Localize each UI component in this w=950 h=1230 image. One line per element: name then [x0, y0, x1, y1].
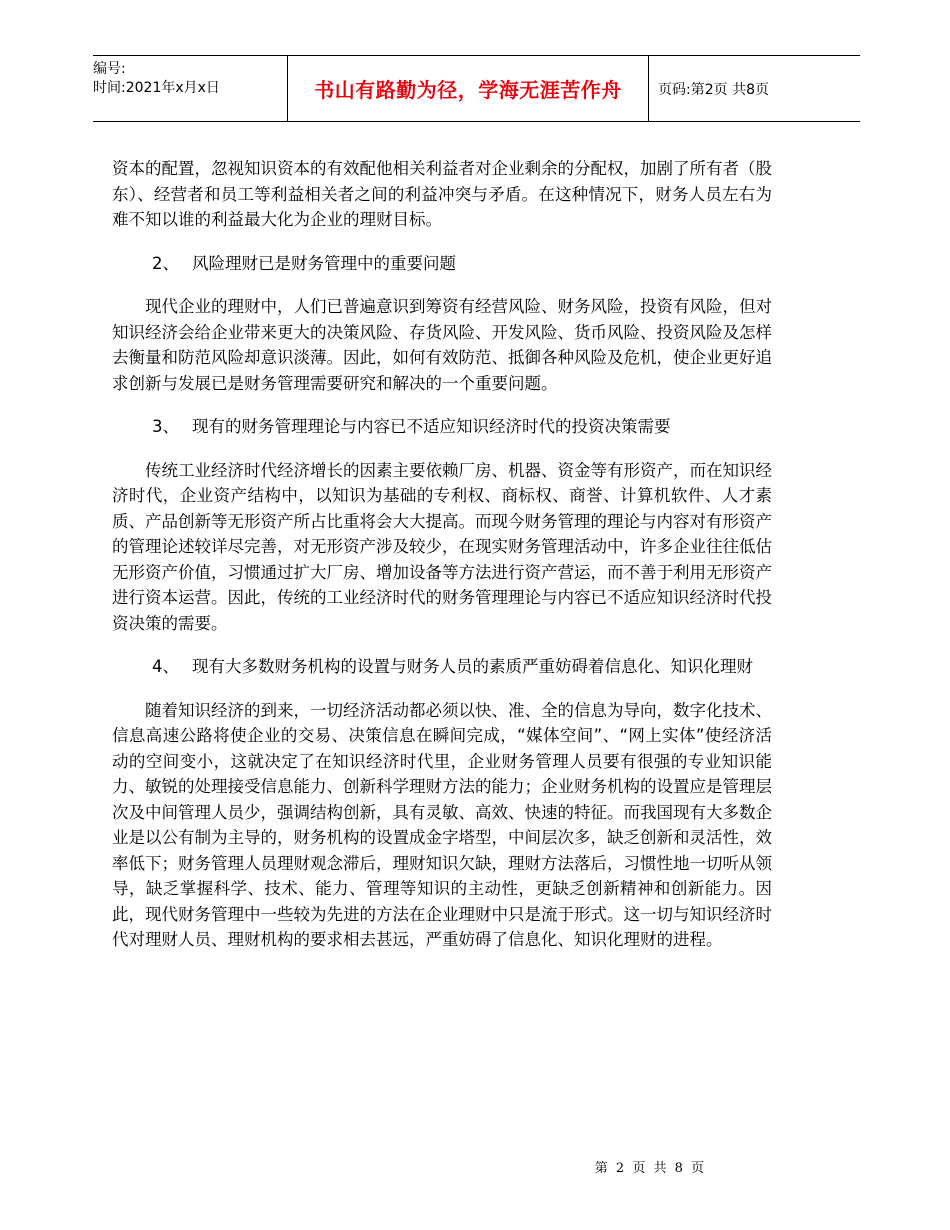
section-title: 现有大多数财务机构的设置与财务人员的素质严重妨碍着信息化、知识化理财	[192, 657, 753, 676]
paragraph-section-4: 随着知识经济的到来，一切经济活动都必须以快、准、全的信息为导向，数字化技术、信息高速公路将使企业的交易、决策信息在瞬间完成，“媒体空间”、“网上实体”使经济活动的空间变小，这就决定了在知识经济时代里，企业财务管理人员要有很强的专业知识能力、敏锐的处理接受信息能力、创新科学理财方法的能力；企业财务机构的设置应是管理层次及中间管理人员少，强调结构创新，具有灵敏、高效、快速的特征。而我国现有大多数企业是以公有制为主导的，财务机构的设置成金字塔型，中间层次多，缺乏创新和灵活性，效率低下；财务管理人员理财观念滞后，理财知识欠缺，理财方法落后，习惯性地一切听从领导，缺乏掌握科学、技术、能力、管理等知识的主动性，更缺乏创新精神和创新能力。因此，现代财务管理中一些较为先进的方法在企业理财中只是流于形式。这一切与知识经济时代对理财人员、理财机构的要求相去甚远，严重妨碍了信息化、知识化理财的进程。	[112, 700, 772, 949]
section-number: 2、	[152, 253, 179, 273]
section-title: 风险理财已是财务管理中的重要问题	[192, 253, 456, 273]
paragraph-section-3: 传统工业经济时代经济增长的因素主要依赖厂房、机器、资金等有形资产，而在知识经济时代，企业资产结构中，以知识为基础的专利权、商标权、商誉、计算机软件、人才素质、产品创新等无形资产所占比重将会大大提高。而现今财务管理的理论与内容对有形资产的管理论述较详尽完善，对无形资产涉及较少，在现实财务管理活动中，许多企业往往低估无形资产价值，习惯通过扩大厂房、增加设备等方法进行资产营运，而不善于利用无形资产进行资本运营。因此，传统的工业经济时代的财务管理理论与内容已不适应知识经济时代投资决策的需要。	[112, 460, 772, 633]
document-time-label: 时间:2021年x月x日	[93, 80, 220, 96]
header-meta	[93, 56, 287, 121]
document-number-label: 编号:	[93, 61, 126, 77]
section-number: 4、	[152, 657, 179, 676]
section-heading-3	[112, 414, 772, 440]
header-page-info: 页码:第2页 共8页	[658, 81, 769, 98]
section-heading-2	[112, 251, 772, 277]
paragraph-section-2: 现代企业的理财中，人们已普遍意识到筹资有经营风险、财务风险，投资有风险，但对知识经济会给企业带来更大的决策风险、存货风险、开发风险、货币风险、投资风险及怎样去衡量和防范风险却意识淡薄。因此，如何有效防范、抵御各种风险及危机，使企业更好追求创新与发展已是财务管理需要研究和解决的一个重要问题。	[112, 297, 772, 393]
page-header	[93, 55, 860, 122]
page-footer: 第 2 页 共 8 页	[594, 1161, 704, 1176]
document-body	[112, 156, 772, 971]
header-motto: 书山有路勤为径，学海无涯苦作舟	[287, 56, 649, 121]
section-heading-4	[112, 654, 772, 680]
section-title: 现有的财务管理理论与内容已不适应知识经济时代的投资决策需要	[192, 417, 671, 436]
paragraph-intro: 资本的配置，忽视知识资本的有效配他相关利益者对企业剩余的分配权，加剧了所有者（股东）、经营者和员工等利益相关者之间的利益冲突与矛盾。在这种情况下，财务人员左右为难不知以谁的利益最大化为企业的理财目标。	[112, 159, 772, 229]
section-number: 3、	[152, 417, 179, 436]
